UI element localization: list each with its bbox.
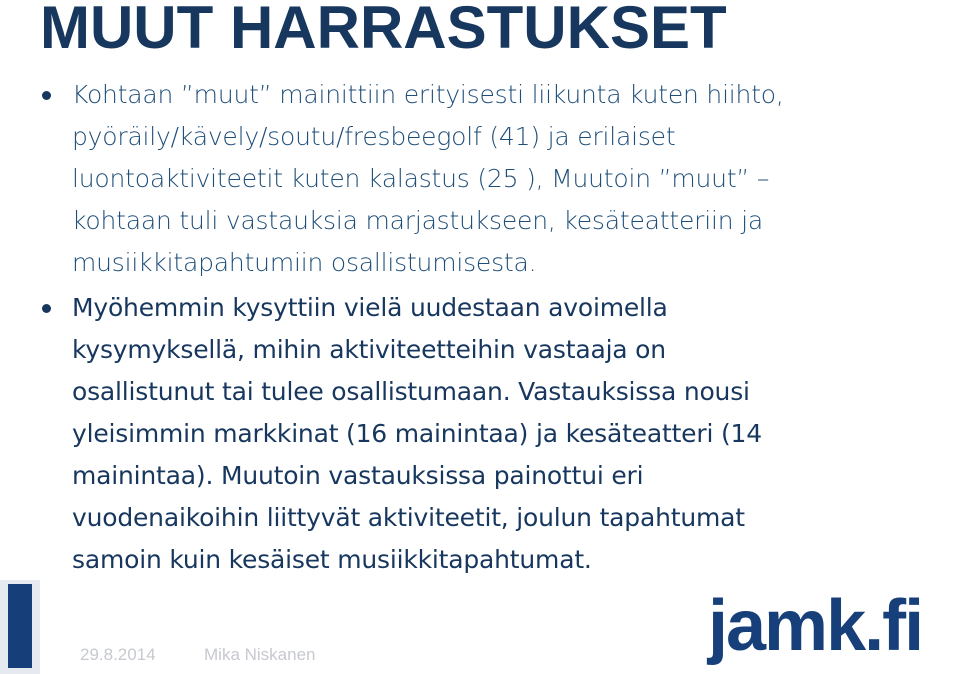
- bullet-text-line: yleisimmin markkinat (16 mainintaa) ja kesäteatteri (14: [72, 419, 762, 448]
- bullet-text-line: kohtaan tuli vastauksia marjastukseen, kesäteatteriin ja: [72, 206, 763, 235]
- bullet-list: [72, 74, 942, 581]
- bullet-dot-icon: [42, 91, 51, 100]
- bullet-text-line: musiikkitapahtumiin osallistumisesta.: [72, 248, 537, 277]
- bullet-item: [72, 74, 942, 284]
- bullet-text-line: luontoaktiviteetit kuten kalastus (25 ), Muutoin ”muut” –: [72, 164, 770, 193]
- footer-author: Mika Niskanen: [204, 645, 316, 664]
- bullet-text-line: Kohtaan ”muut” mainittiin erityisesti liikunta kuten hiihto,: [72, 80, 784, 109]
- bullet-dot-icon: [42, 304, 51, 313]
- bullet-text-line: kysymyksellä, mihin aktiviteetteihin vastaaja on: [72, 335, 666, 364]
- corner-accent-bar: [8, 584, 32, 668]
- bullet-item: [72, 287, 942, 581]
- jamk-logo: jamk.fi: [708, 586, 923, 666]
- bullet-text-line: osallistunut tai tulee osallistumaan. Vastauksissa nousi: [72, 377, 750, 406]
- bullet-text-line: pyöräily/kävely/soutu/fresbeegolf (41) ja erilaiset: [72, 122, 676, 151]
- bullet-text-line: samoin kuin kesäiset musiikkitapahtumat.: [72, 545, 592, 574]
- slide-title: MUUT HARRASTUKSET: [40, 0, 727, 61]
- footer-date: 29.8.2014: [80, 645, 156, 664]
- bullet-text-line: Myöhemmin kysyttiin vielä uudestaan avoimella: [72, 293, 668, 322]
- bullet-text-line: vuodenaikoihin liittyvät aktiviteetit, joulun tapahtumat: [72, 503, 745, 532]
- bullet-text-line: mainintaa). Muutoin vastauksissa painottui eri: [72, 461, 644, 490]
